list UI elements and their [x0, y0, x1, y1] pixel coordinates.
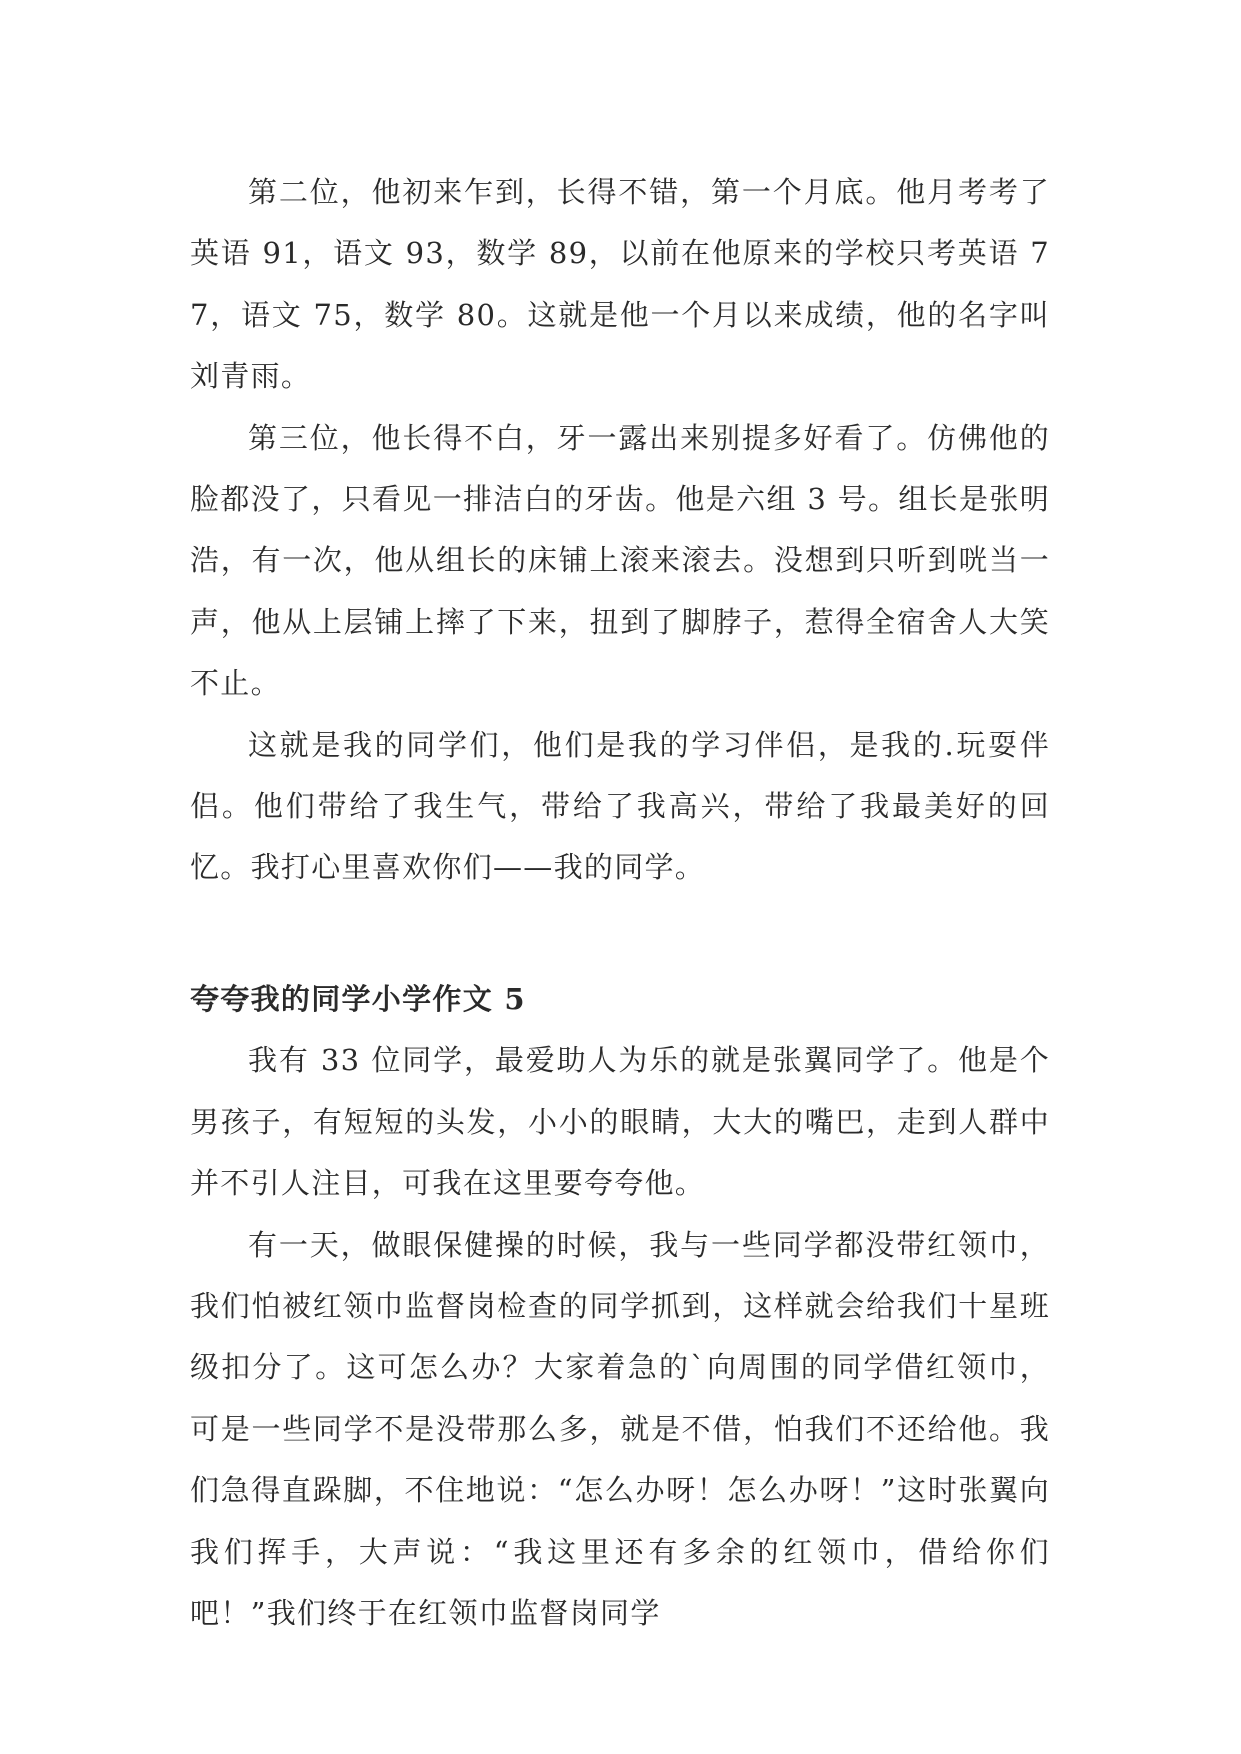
- paragraph: 第二位，他初来乍到，长得不错，第一个月底。他月考考了英语 91，语文 93，数学 89，以前在他原来的学校只考英语 77，语文 75，数学 80。这就是他一个月以来成绩，他的名字叫刘青雨。: [190, 175, 1050, 394]
- paragraph: 第三位，他长得不白，牙一露出来别提多好看了。仿佛他的脸都没了，只看见一排洁白的牙齿。他是六组 3 号。组长是张明浩，有一次，他从组长的床铺上滚来滚去。没想到只听到咣当一声，他从上层铺上摔了下来，扭到了脚脖子，惹得全宿舍人大笑不止。: [190, 420, 1050, 701]
- paragraph: 我有 33 位同学，最爱助人为乐的就是张翼同学了。他是个男孩子，有短短的头发，小小的眼睛，大大的嘴巴，走到人群中并不引人注目，可我在这里要夸夸他。: [190, 1043, 1050, 1201]
- paragraph: 这就是我的同学们，他们是我的学习伴侣，是我的.玩耍伴侣。他们带给了我生气，带给了我高兴，带给了我最美好的回忆。我打心里喜欢你们——我的同学。: [190, 727, 1050, 885]
- document-page: [190, 162, 1050, 1644]
- section-title: 夸夸我的同学小学作文 5: [190, 981, 526, 1016]
- paragraph: 有一天，做眼保健操的时候，我与一些同学都没带红领巾，我们怕被红领巾监督岗检查的同学抓到，这样就会给我们十星班级扣分了。这可怎么办？大家着急的`向周围的同学借红领巾，可是一些同学不是没带那么多，就是不借，怕我们不还给他。我们急得直跺脚，不住地说：“怎么办呀！怎么办呀！”这时张翼向我们挥手，大声说：“我这里还有多余的红领巾，借给你们吧！”我们终于在红领巾监督岗同学: [190, 1227, 1050, 1630]
